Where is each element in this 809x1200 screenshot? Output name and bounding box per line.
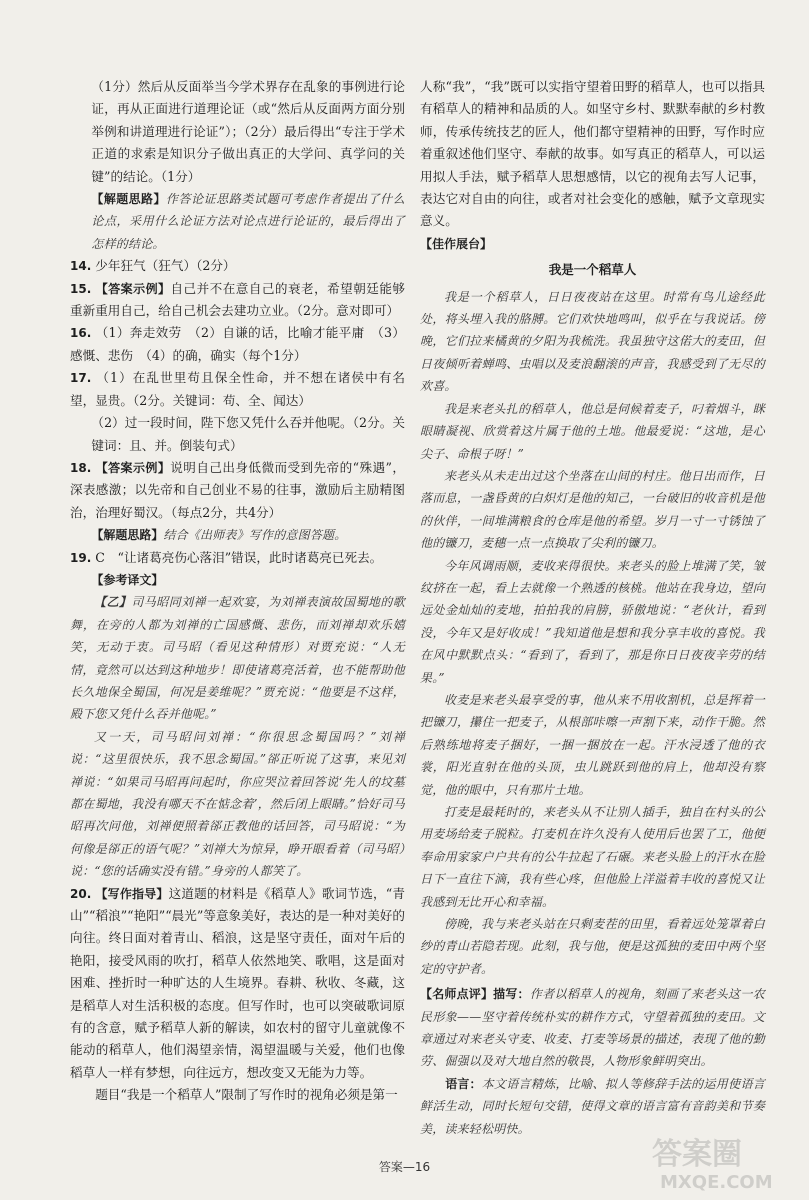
page-footer: 答案—16	[378, 1160, 431, 1174]
teacher-comment-2: 语言：本文语言精炼，比喻、拟人等修辞手法的运用使语言鲜活生动，同时长短句交错，使得文章的语言富有音韵美和节奏美，读来轻松明快。	[420, 1076, 765, 1136]
q20-answer	[70, 883, 405, 1085]
q20-text-continued: 题目“我是一个稻草人”限制了写作时的视角必须是第一	[95, 1087, 398, 1103]
q15-tag: 【答案示例】	[95, 281, 171, 296]
q19-answer	[70, 547, 405, 569]
q19-text: C “让诸葛亮伤心落泪”错误，此时诸葛亮已死去。	[95, 549, 383, 565]
essay-paragraph-7: 傍晚，我与来老头站在只剩麦茬的田里，看着远处笼罩着白纱的青山若隐若现。此刻，我与他，便是这孤独的麦田中两个坚定的守护者。	[420, 917, 765, 976]
translation-tag-yi: 【乙】	[94, 595, 132, 610]
q14-answer	[70, 255, 405, 277]
essay-paragraph-3: 来老头从未走出过这个坐落在山间的村庄。他日出而作，日落而息，一盏昏黄的白炽灯是他的知己，一台破旧的收音机是他的伙伴，一间堆满粮食的仓库是他的希望。岁月一寸一寸锈蚀了他的镰刀，麦穗一点一点换取了尖利的镰刀。	[420, 468, 765, 551]
q13-analysis	[70, 188, 405, 255]
q16-text: （1）奔走效劳 （2）自谦的话，比喻才能平庸 （3）感慨、悲伤 （4）的确，确实（每个1分）	[70, 325, 405, 363]
q19-translation-tag: 【参考译文】	[91, 572, 164, 587]
teacher-comment-1: 【名师点评】描写：作者以稻草人的视角，刻画了来老头这一农民形象——坚守着传统朴实的耕作方式，守望着孤独的麦田。文章通过对来老头守麦、收麦、打麦等场景的描述，表现了他的勤劳、倔强以及对大地自然的敬畏，人物形象鲜明突出。	[420, 987, 765, 1069]
q20-text: 这道题的材料是《稻草人》歌词节选，“青山”“稻浪”“艳阳”“晨光”等意象美好，表达的是一种对美好的向往。终日面对着青山、稻浪，这是坚守责任，面对午后的艳阳，接受风雨的吹打，稻草人依然地笑、歌唱，这是面对困难、挫折时一种旷达的人生境界。春耕、秋收、冬藏，这是稻草人对生活积极的态度。但写作时，也可以突破歌词原有的含意，赋予稻草人新的解读，如农村的留守儿童就像不能动的稻草人，他们渴望亲情，渴望温暖与关爱，他们也像稻草人一样有梦想，向往远方，想改变又无能为力等。	[70, 885, 405, 1080]
essay-paragraph-4: 今年风调雨顺，麦收来得很快。来老头的脸上堆满了笑，皱纹挤在一起，看上去就像一个熟透的核桃。他站在我身边，望向远处金灿灿的麦地，拍拍我的肩膀，骄傲地说：“老伙计，看到没，今年又是好收成！”我知道他是想和我分享丰收的喜悦。我在风中默默点头：“看到了，看到了，那是你日日夜夜辛劳的结果。”	[420, 558, 765, 685]
q15-number: 15.	[70, 281, 92, 296]
comment-sub-tag-2: 语言：	[445, 1076, 482, 1091]
svg-text:MXQE.COM: MXQE.COM	[660, 1172, 773, 1193]
q17-answer-1	[70, 367, 405, 412]
q16-answer	[70, 322, 405, 367]
q18-number: 18.	[70, 460, 92, 475]
essay-paragraph-1: 我是一个稻草人，日日夜夜站在这里。时常有鸟儿途经此处，将头埋入我的胳膊。它们欢快地鸣叫，似乎在与我说话。傍晚，它们拉来橘黄的夕阳为我梳洗。我虽独守这偌大的麦田，但日夜倾听着蝉鸣、虫唱以及麦浪翻滚的声音，我感受到了无尽的欢喜。	[420, 289, 765, 394]
q13-answer-end: （1分）然后从反面举当今学术界存在乱象的事例进行论证，再从正面进行道理论证（或“然后从反面两方面分别举例和讲道理进行论证”）；（2分）最后得出“专注于学术正道的求索是知识分子做出真正的大学问、真学问的关键”的结论。（1分）	[91, 79, 405, 184]
comment-sub-tag-1: 描写：	[493, 987, 530, 1002]
essay-title: 我是一个稻草人	[548, 262, 637, 278]
q19-number: 19.	[70, 550, 92, 565]
q18-answer	[70, 457, 405, 524]
q20-tag: 【写作指导】	[95, 886, 169, 901]
q16-number: 16.	[70, 326, 92, 341]
q14-number: 14.	[70, 259, 92, 274]
q17-answer-2: （2）过一段时间，陛下您又凭什么吞并他呢。（2分。关键词：且、并。倒装句式）	[91, 415, 405, 453]
translation-paragraph-1: 【乙】司马昭同刘禅一起欢宴，为刘禅表演故国蜀地的歌舞，在旁的人都为刘禅的亡国感慨、悲伤，而刘禅却欢乐嬉笑，无动于衷。司马昭（看见这种情形）对贾充说：“人无情，竟然可以达到这种地步！即使诸葛亮活着，也不能帮助他长久地保全蜀国，何况是姜维呢？”贾充说：“他要是不这样，殿下您又凭什么吞并他呢。”	[70, 595, 405, 722]
essay-paragraph-2: 我是来老头扎的稻草人，他总是伺候着麦子，叼着烟斗，眯眼睛凝视、欣赏着这片属于他的土地。他最爱说：“这地，是心尖子、命根子呀！”	[420, 401, 765, 461]
q17-number: 17.	[70, 371, 92, 386]
essay-tag: 【佳作展台】	[420, 236, 493, 251]
svg-text:答案圈: 答案圈	[652, 1137, 742, 1172]
watermark-logo	[648, 1128, 798, 1194]
q20-number: 20.	[70, 886, 92, 901]
q20-guide-continued: 人称“我”，“我”既可以实指守望着田野的稻草人，也可以指具有稻草人的精神和品质的人。如坚守乡村、默默奉献的乡村教师，传承传统技艺的匠人，他们都守望精神的田野，写作时应着重叙述他们坚守、奉献的故事。如写真正的稻草人，可以运用拟人手法，赋予稻草人思想感情，以它的视角去写人记事，表达它对自由的向往，或者对社会变化的感触，赋予文章现实意义。	[420, 79, 765, 229]
comment-tag: 【名师点评】	[420, 987, 494, 1002]
q18-tag: 【答案示例】	[95, 460, 171, 475]
essay-paragraph-5: 收麦是来老头最享受的事，他从来不用收割机，总是挥着一把镰刀，攥住一把麦子，从根部咔嚓一声割下来，动作干脆。然后熟练地将麦子捆好，一捆一捆放在一起。汗水浸透了他的衣裳，阳光直射在他的头顶，虫儿跳跃到他的肩上，他却没有察觉，他的眼中，只有那片土地。	[420, 692, 765, 797]
q18-analysis	[70, 524, 405, 546]
right-column	[420, 76, 765, 1140]
analysis-tag: 【解题思路】	[91, 192, 166, 207]
q18-analysis-tag: 【解题思路】	[91, 528, 164, 543]
q14-text: 少年狂气（狂气）（2分）	[95, 258, 236, 274]
q15-text: 自己并不在意自己的衰老，希望朝廷能够重新重用自己，给自己机会去建功立业。（2分。意对即可）	[70, 280, 405, 319]
left-column	[70, 76, 405, 1107]
analysis-text: 作答论证思路类试题可考虑作者提出了什么论点，采用什么论证方法对论点进行论证的，最后得出了怎样的结论。	[91, 192, 405, 251]
q17-text-1: （1）在乱世里苟且保全性命，并不想在诸侯中有名望，显贵。（2分。关键词：苟、全、闻达）	[70, 370, 405, 408]
q15-answer	[70, 278, 405, 323]
q18-analysis-text: 结合《出师表》写作的意图答题。	[163, 528, 347, 543]
q18-text: 说明自己出身低微而受到先帝的“殊遇”，深表感激；以先帝和自己创业不易的往事，激励后主励精图治，治理好蜀汉。（每点2分，共4分）	[70, 459, 405, 520]
translation-paragraph-2: 又一天，司马昭问刘禅：“你很思念蜀国吗？”刘禅说：“这里很快乐，我不思念蜀国。”郤正听说了这事，来见刘禅说：“如果司马昭再问起时，你应哭泣着回答说‘先人的坟墓都在蜀地，我没有哪天不在惦念着’，然后闭上眼睛。”恰好司马昭再次问他，刘禅便照着郤正教他的话回答，司马昭说：“为何像是郤正的语气呢？”刘禅大为惊异，睁开眼看着（司马昭）说：“您的话确实没有错。”身旁的人都笑了。	[70, 729, 405, 879]
essay-paragraph-6: 打麦是最耗时的，来老头从不让别人插手，独自在村头的公用麦场给麦子脱粒。打麦机在许久没有人使用后也罢了工，他便奉命用家家户户共有的公牛拉起了石碾。来老头脸上的汗水在脸日下一直往下滴，我有些心疼，但他脸上洋溢着丰收的喜悦又让我感到无比开心和幸福。	[420, 805, 765, 909]
